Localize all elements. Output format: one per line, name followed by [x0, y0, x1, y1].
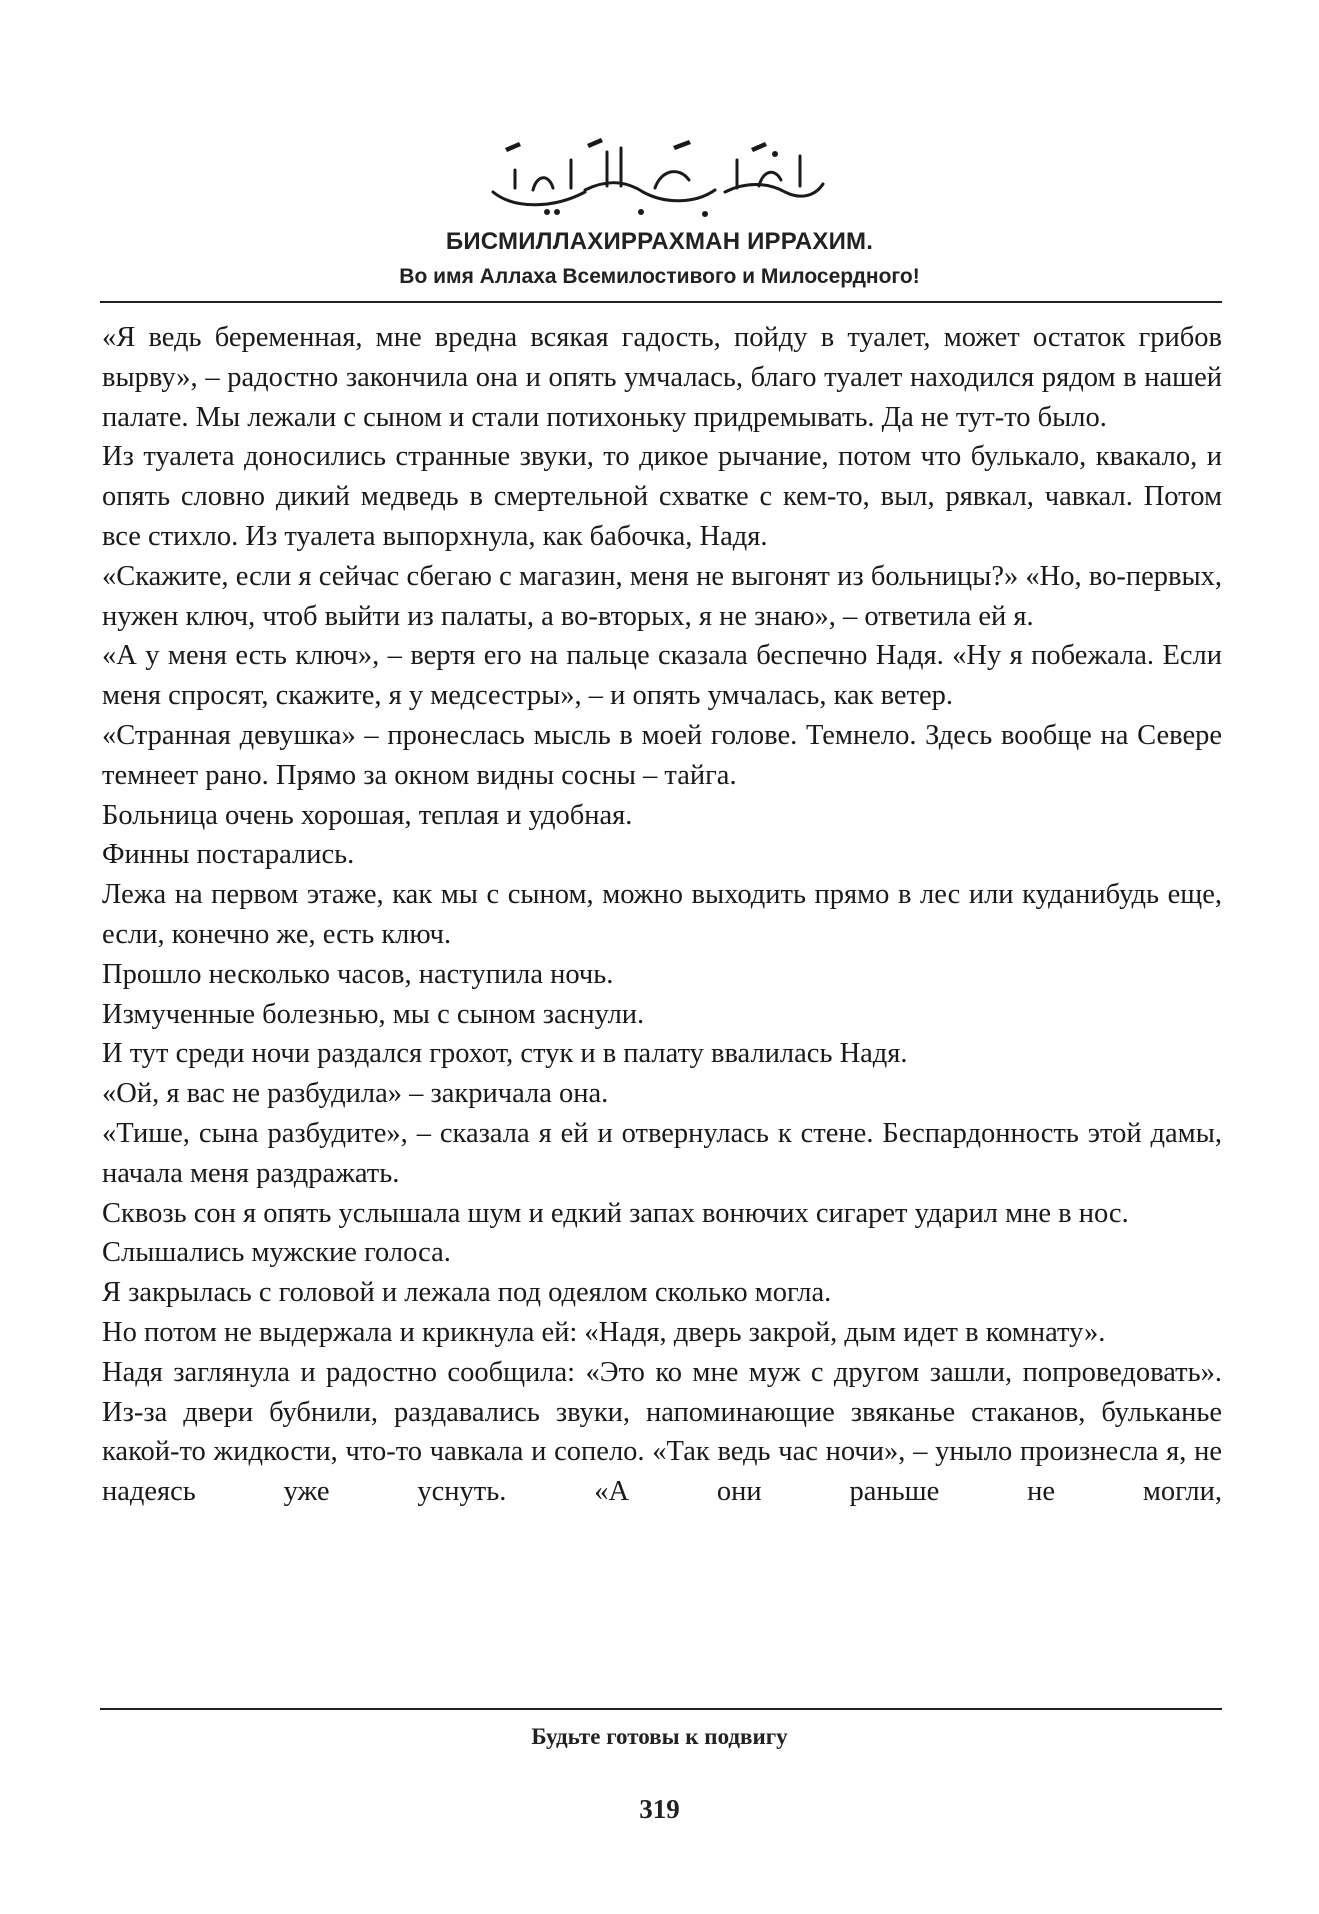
paragraph: Надя заглянула и радостно сообщила: «Это ко мне муж с другом зашли, попроведовать». Из-за двери бубнили, раздавались звуки, напоминающие звяканье стаканов, бульканье какой-то жидкости, что-то чавкала и сопело. «Так ведь час ночи», – уныло произнесла я, не надеясь уже уснуть. «А они раньше не могли,: [102, 1356, 1222, 1508]
paragraph: Измученные болезнью, мы с сыном заснули.: [102, 998, 645, 1030]
footer-divider: [100, 1708, 1222, 1710]
page-number: 319: [639, 1794, 680, 1824]
basmala-calligraphy-icon: [475, 130, 835, 222]
paragraph: Финны постарались.: [102, 839, 355, 871]
footer-title: Будьте готовы к подвигу: [531, 1724, 788, 1749]
body-text: [102, 318, 1222, 1512]
paragraph: И тут среди ночи раздался грохот, стук и в палату ввалилась Надя.: [102, 1038, 908, 1070]
paragraph: «Ой, я вас не разбудила» – закричала она.: [102, 1078, 609, 1110]
paragraph: Прошло несколько часов, наступила ночь.: [102, 958, 614, 990]
paragraph: «Скажите, если я сейчас сбегаю с магазин, меня не выгонят из больницы?» «Но, во-первых, нужен ключ, чтоб выйти из палаты, а во-вторых, я не знаю», – ответила ей я.: [102, 560, 1222, 632]
paragraph: «Странная девушка» – пронеслась мысль в моей голове. Темнело. Здесь вообще на Севере темнеет рано. Прямо за окном видны сосны – тайга.: [102, 719, 1222, 791]
paragraph: Но потом не выдержала и крикнула ей: «Надя, дверь закрой, дым идет в комнату».: [102, 1316, 1106, 1348]
header-divider: [100, 301, 1222, 303]
paragraph: Лежа на первом этаже, как мы с сыном, можно выходить прямо в лес или куданибудь еще, если, конечно же, есть ключ.: [102, 879, 1222, 950]
paragraph: Больница очень хорошая, теплая и удобная.: [102, 799, 633, 831]
header-subtitle: Во имя Аллаха Всемилостивого и Милосердного!: [399, 265, 920, 288]
header-title: БИСМИЛЛАХИРРАХМАН ИРРАХИМ.: [445, 228, 874, 255]
paragraph: Из туалета доносились странные звуки, то дикое рычание, потом что булькало, квакало, и опять словно дикий медведь в смертельной схватке с кем-то, выл, рявкал, чавкал. Потом все стихло. Из туалета выпорхнула, как бабочка, Надя.: [102, 441, 1222, 552]
paragraph: «Я ведь беременная, мне вредна всякая гадость, пойду в туалет, может остаток грибов вырву», – радостно закончила она и опять умчалась, благо туалет находился рядом в нашей палате. Мы лежали с сыном и стали потихоньку придремывать. Да не тут-то было.: [102, 322, 1222, 433]
paragraph: Слышались мужские голоса.: [102, 1237, 451, 1269]
paragraph: Я закрылась с головой и лежала под одеялом сколько могла.: [102, 1277, 832, 1309]
paragraph: «А у меня есть ключ», – вертя его на пальце сказала беспечно Надя. «Ну я побежала. Если меня спросят, скажите, я у медсестры», – и опять умчалась, как ветер.: [102, 640, 1222, 712]
paragraph: Сквозь сон я опять услышала шум и едкий запах вонючих сигарет ударил мне в нос.: [102, 1197, 1129, 1229]
paragraph: «Тише, сына разбудите», – сказала я ей и отвернулась к стене. Беспардонность этой дамы, начала меня раздражать.: [102, 1117, 1222, 1189]
